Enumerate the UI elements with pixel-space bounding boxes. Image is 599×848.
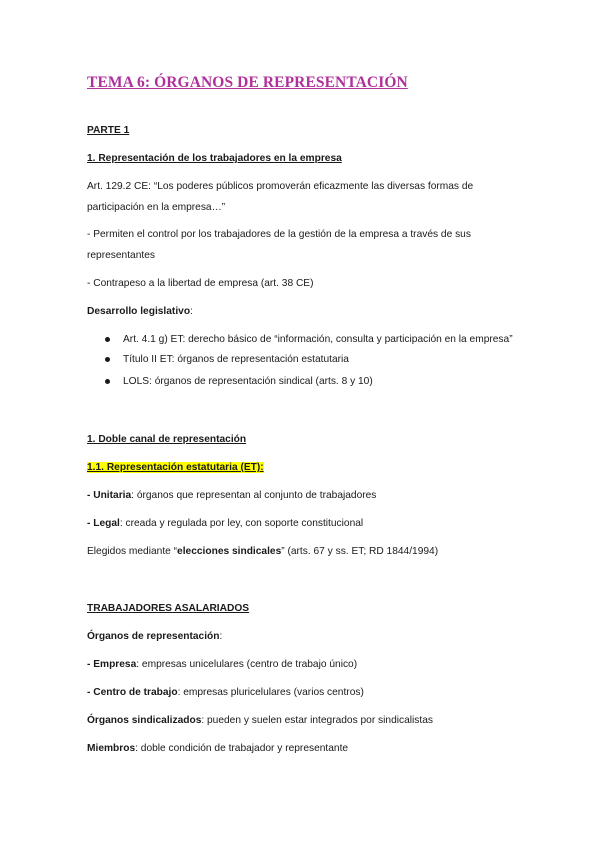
miembros-text: : doble condición de trabajador y representante [135,743,349,754]
elegidos-pre: Elegidos mediante “ [87,546,178,557]
centro-line [87,686,364,699]
legal-label: - Legal [87,518,120,529]
elegidos-post: ” (arts. 67 y ss. ET; RD 1844/1994) [281,546,439,557]
unitaria-text: : órganos que representan al conjunto de trabajadores [131,490,377,501]
sindicalizados-label: Órganos sindicalizados [87,715,202,726]
document-title: TEMA 6: ÓRGANOS DE REPRESENTACIÓN [87,74,408,91]
permiten-line-1: - Permiten el control por los trabajadores de la gestión de la empresa a través de sus [87,229,471,240]
desarrollo-label: Desarrollo legislativo [87,306,191,317]
centro-text: : empresas pluricelulares (varios centros) [177,687,364,698]
miembros-line [87,742,348,755]
bullet-item-1: Art. 4.1 g) ET: derecho básico de “información, consulta y participación en la empresa” [123,334,513,345]
organos-rep-label: Órganos de representación [87,631,220,642]
sindicalizados-text: : pueden y suelen estar integrados por sindicalistas [201,715,433,726]
legal-text: : creada y regulada por ley, con soporte constitucional [119,518,364,529]
empresa-text: : empresas unicelulares (centro de trabajo único) [136,659,358,670]
bullet-item-2: Título II ET: órganos de representación estatutaria [123,354,349,365]
empresa-line [87,658,357,671]
part-heading: PARTE 1 [87,125,130,136]
organos-representacion-line [87,630,222,643]
subsection-heading-estatutaria [87,461,264,474]
desarrollo-legislativo [87,305,193,318]
estatutaria-heading-text: 1.1. Representación estatutaria (ET): [87,462,264,473]
art-quote-line-1: Art. 129.2 CE: “Los poderes públicos promoverán eficazmente las diversas formas de [87,181,474,192]
organos-rep-colon: : [219,631,223,642]
art-quote-line-2: participación en la empresa…” [87,202,226,213]
legal-line [87,517,363,530]
section-heading-asalariados: TRABAJADORES ASALARIADOS [87,603,250,614]
empresa-label: - Empresa [87,659,137,670]
centro-label: - Centro de trabajo [87,687,178,698]
desarrollo-colon: : [190,306,193,317]
elegidos-bold: elecciones sindicales [177,546,282,557]
bullet-dot-1 [105,337,110,342]
elegidos-line [87,545,438,558]
unitaria-line [87,489,376,502]
unitaria-label: - Unitaria [87,490,132,501]
bullet-dot-2 [105,357,110,362]
bullet-dot-3 [105,379,110,384]
bullet-item-3: LOLS: órganos de representación sindical (arts. 8 y 10) [123,376,373,387]
miembros-label: Miembros [87,743,136,754]
permiten-line-2: representantes [87,250,155,261]
section-heading-representacion: 1. Representación de los trabajadores en la empresa [87,153,342,164]
sindicalizados-line [87,714,433,727]
contrapeso-line: - Contrapeso a la libertad de empresa (art. 38 CE) [87,278,314,289]
section-heading-doble-canal: 1. Doble canal de representación [87,434,247,445]
